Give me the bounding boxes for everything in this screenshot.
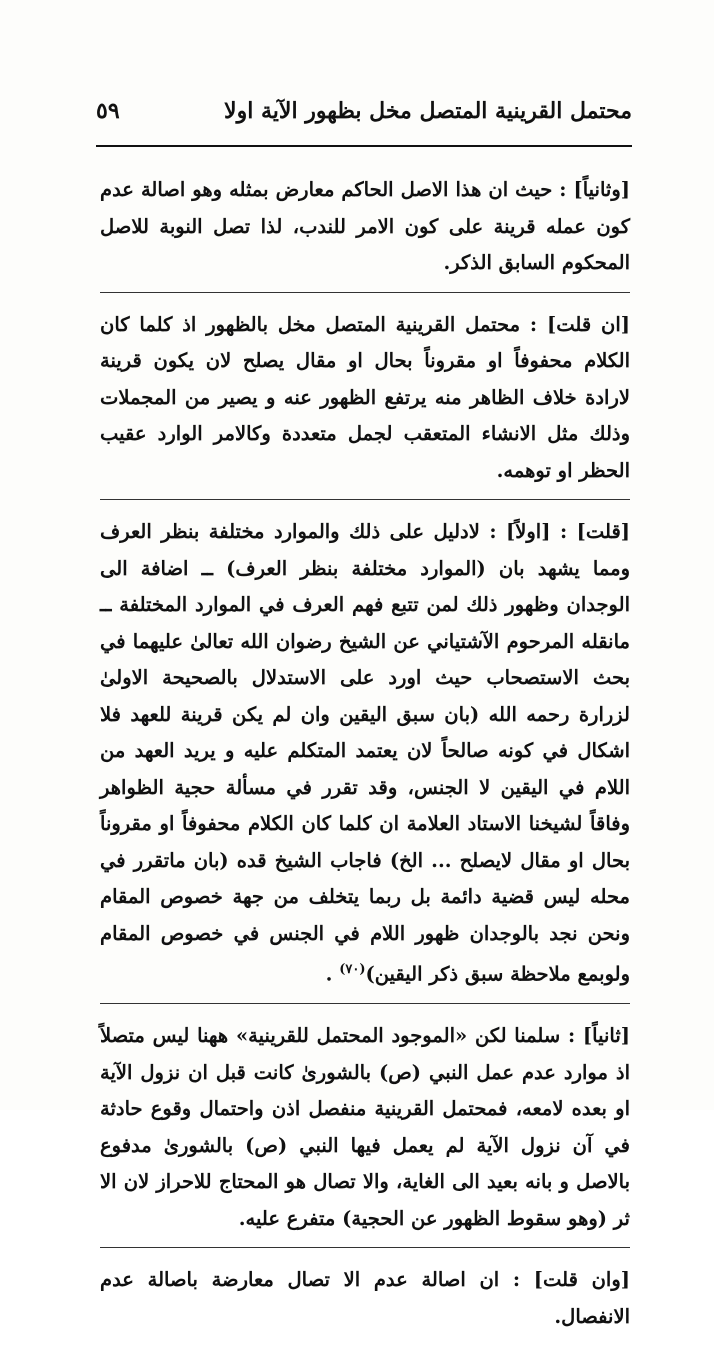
- paragraph-4: [100, 1018, 630, 1237]
- paragraph-3: [100, 514, 630, 993]
- paragraph-1: [100, 172, 630, 282]
- paragraph-label: [قلت] : [اولاً]: [506, 520, 631, 543]
- paragraph-tail: .: [325, 962, 340, 986]
- paragraph-divider: [100, 1003, 630, 1004]
- paragraph-label: [وان قلت]: [533, 1268, 630, 1291]
- paragraph-label: [وثانياً]: [573, 178, 630, 201]
- paragraph-divider: [100, 1247, 630, 1248]
- page-header: [96, 92, 632, 132]
- paragraph-divider: [100, 292, 630, 293]
- paragraph-text: : محتمل القرينية المتصل مخل بالظهور اذ كلما كان الكلام محفوفاً او مقروناً بحال او مقال يصلح لان يكون قرينة لارادة خلاف الظاهر منه يرتفع الظهور عنه و يصير من المجملات وذلك مثل الانشاء المتعقب لجمل متعددة وكالامر الوارد عقيب الحظر او توهمه.: [100, 312, 630, 482]
- paragraph-text: : حيث ان هذا الاصل الحاكم معارض بمثله وهو اصالة عدم كون عمله قرينة على كون الامر للندب، لذا تصل النوبة للاصل المحكوم السابق الذكر.: [100, 178, 630, 274]
- paragraph-text: : لادليل على ذلك والموارد مختلفة بنظر العرف ومما يشهد بان (الموارد مختلفة بنظر العرف) ــ اضافة الى الوجدان وظهور ذلك لمن تتبع فهم العرف في الموارد المختلفة ــ مانقله المرحوم الآشتياني عن الشيخ رضوان الله تعالىٰ عليهما في بحث الاستصحاب حيث اورد على الاستدلال بالصحيحة الاولىٰ لزرارة رحمه الله (بان سبق اليقين وان لم يكن قرينة للعهد فلا اشكال في كونه صالحاً لان يعتمد المتكلم عليه و يريد العهد من اللام في اليقين لا الجنس، وقد تقرر في مسألة حجية الظواهر وفاقاً لشيخنا الاستاد العلامة ان كلما كان الكلام محفوفاً او مقروناً بحال او مقال لايصلح ... الخ) فاجاب الشيخ قده (بان ماتقرر في محله ليس قضية دائمة بل ربما يتخلف من جهة خصوص المقام ونحن نجد بالوجدان ظهور اللام في الجنس في خصوص المقام ولوبمع ملاحظة سبق ذكر اليقين): [100, 520, 630, 986]
- paragraph-2: [100, 307, 630, 490]
- paragraph-text: : سلمنا لكن «الموجود المحتمل للقرينية» ههنا ليس متصلاً اذ موارد عدم عمل النبي (ص) بالشورىٰ كانت قبل ان نزول الآية او بعده لامعه، فمحتمل القرينية منفصل اذن واحتمال وقوع حادثة في آن نزول الآية لم يعمل فيها النبي (ص) بالشورىٰ مدفوع بالاصل و بانه بعيد الى الغاية، والا تصال هو المحتاج للاحراز لان الا ثر (وهو سقوط الظهور عن الحجية) متفرع عليه.: [100, 1024, 630, 1230]
- paragraph-label: [ان قلت]: [547, 312, 631, 336]
- footnote-reference[interactable]: (٧٠): [339, 962, 366, 977]
- paragraph-label: [ثانياً]: [582, 1024, 630, 1047]
- page-number: ٥٩: [96, 98, 120, 124]
- running-title: محتمل القرينية المتصل مخل بظهور الآية اولا: [224, 98, 632, 124]
- paragraph-text: : ان اصالة عدم الا تصال معارضة باصالة عدم الانفصال.: [100, 1268, 630, 1328]
- body-text: [100, 172, 630, 1345]
- header-rule: [96, 145, 632, 147]
- paragraph-divider: [100, 499, 630, 500]
- paragraph-5: [100, 1262, 630, 1335]
